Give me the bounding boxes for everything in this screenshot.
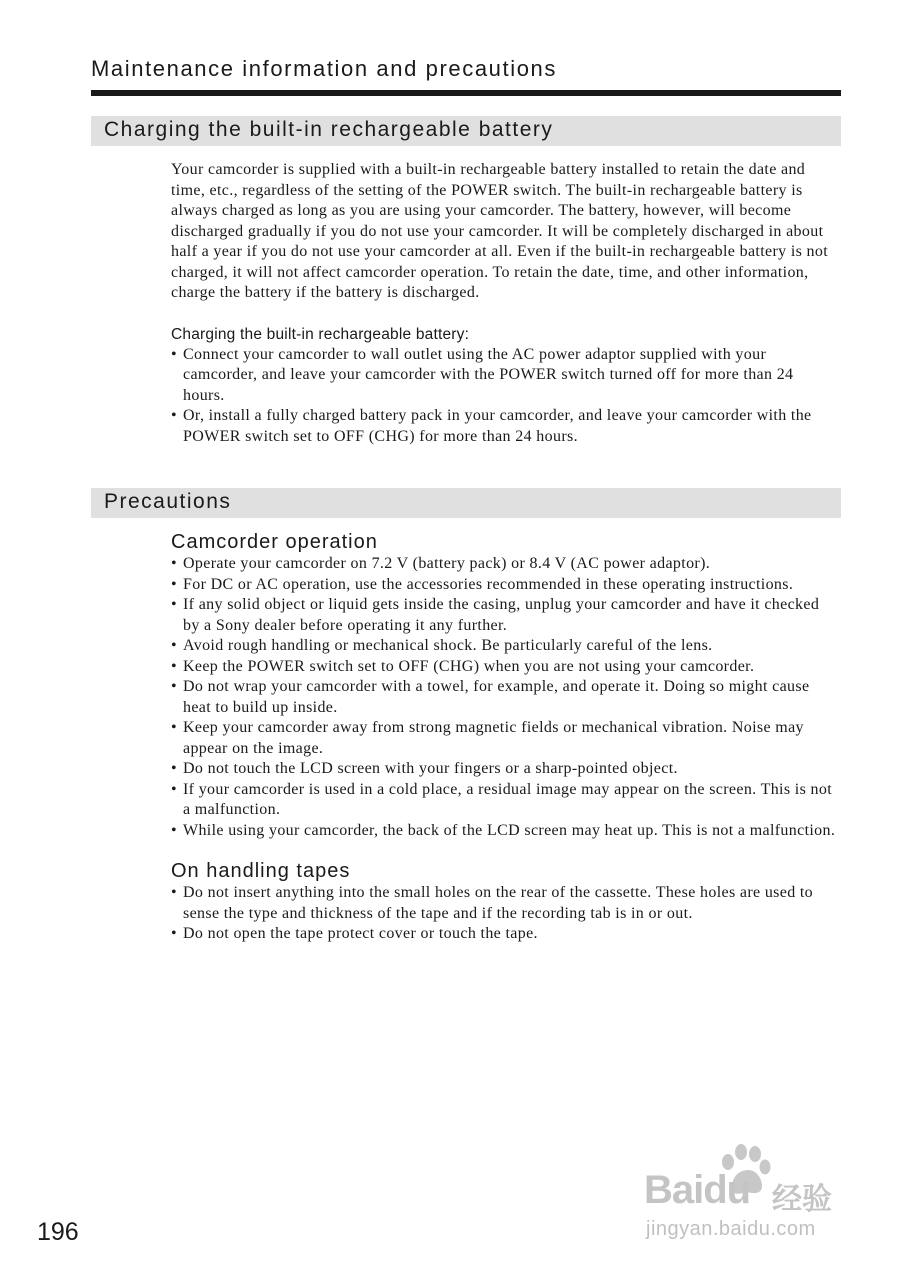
list-item: • Do not wrap your camcorder with a towel, for example, and operate it. Doing so might cause heat to build up inside. — [171, 678, 810, 716]
list-item: • Keep your camcorder away from strong magnetic fields or mechanical vibration. Noise may appear on the image. — [171, 719, 804, 757]
section-bar-precautions — [91, 488, 841, 518]
handling-tapes-heading: On handling tapes — [171, 860, 351, 882]
list-item: • Do not insert anything into the small holes on the rear of the cassette. These holes are used to sense the type and thickness of the tape and if the recording tab is in or out. — [171, 884, 814, 922]
operation-bullet-list — [171, 554, 839, 841]
list-item: • For DC or AC operation, use the accessories recommended in these operating instructions. — [171, 575, 794, 593]
section-precautions-body — [171, 530, 839, 945]
list-item: • While using your camcorder, the back of the LCD screen may heat up. This is not a malfunction. — [171, 821, 836, 839]
tapes-bullet-list — [171, 883, 839, 945]
watermark-logo: Baidu — [644, 1168, 751, 1212]
watermark-cn: 经验 — [772, 1183, 832, 1216]
section-title-charging: Charging the built-in rechargeable battery — [104, 118, 554, 141]
camcorder-operation-heading: Camcorder operation — [171, 531, 378, 553]
watermark-url: jingyan.baidu.com — [646, 1218, 816, 1240]
charging-bullet-list — [171, 345, 839, 448]
section-bar-charging — [91, 116, 841, 146]
list-item: • Operate your camcorder on 7.2 V (battery pack) or 8.4 V (AC power adaptor). — [171, 555, 711, 572]
list-item: • Do not touch the LCD screen with your fingers or a sharp-pointed object. — [171, 760, 678, 777]
charging-paragraph: Your camcorder is supplied with a built-in rechargeable battery installed to retain the date and time, etc., regardless of the setting of the POWER switch. The built-in rechargeable battery is always charged as long as you are using your camcorder. The battery, however, will become discharged gradually if you do not use your camcorder. It will be completely discharged in about half a year if you do not use your camcorder at all. Even if the built-in rechargeable battery is not charged, it will not affect camcorder operation. To retain the date, time, and other information, charge the battery if the battery is discharged. — [171, 161, 829, 301]
list-item: • Keep the POWER switch set to OFF (CHG) when you are not using your camcorder. — [171, 657, 755, 675]
list-item: • Connect your camcorder to wall outlet using the AC power adaptor supplied with your camcorder, and leave your camcorder with the POWER switch turned off for more than 24 hours. — [171, 345, 794, 404]
page-number: 196 — [37, 1218, 79, 1246]
list-item: • Avoid rough handling or mechanical shock. Be particularly careful of the lens. — [171, 637, 713, 654]
watermark — [644, 1144, 854, 1254]
list-item: • Or, install a fully charged battery pack in your camcorder, and leave your camcorder with the POWER switch set to OFF (CHG) for more than 24 hours. — [171, 407, 812, 445]
list-item: • If your camcorder is used in a cold place, a residual image may appear on the screen. This is not a malfunction. — [171, 780, 832, 818]
header-rule — [91, 90, 841, 96]
list-item: • If any solid object or liquid gets inside the casing, unplug your camcorder and have it checked by a Sony dealer before operating it any further. — [171, 596, 820, 634]
list-item: • Do not open the tape protect cover or touch the tape. — [171, 925, 538, 942]
section-charging-body — [171, 160, 839, 447]
page-header-title: Maintenance information and precautions — [91, 56, 557, 81]
charging-subheading: Charging the built-in rechargeable battery: — [171, 325, 470, 343]
section-title-precautions: Precautions — [104, 490, 232, 513]
